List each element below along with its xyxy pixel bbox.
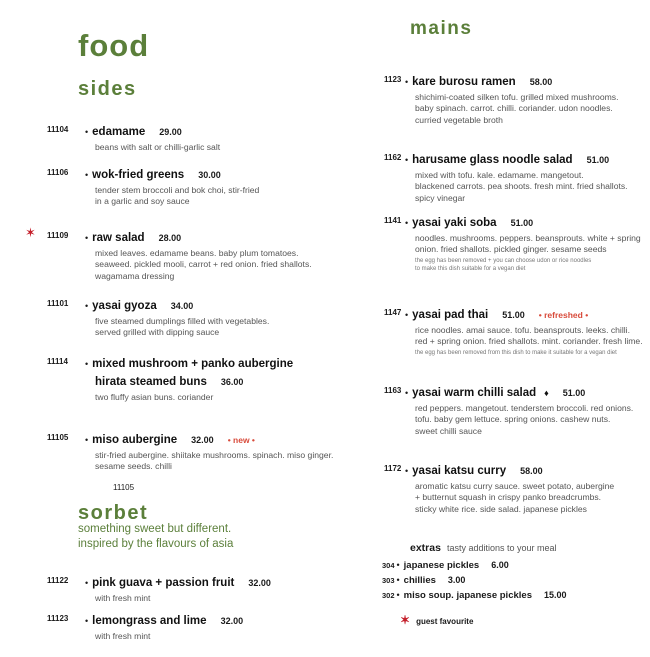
main-name: yasai yaki soba	[412, 217, 497, 229]
side-title-line	[83, 122, 220, 140]
side-badge: • new •	[227, 435, 255, 445]
side-title-line	[83, 228, 312, 246]
description-line: red peppers. mangetout. tenderstem broccoli. red onions.	[415, 403, 634, 413]
side-item	[83, 354, 293, 403]
main-code: 1163	[384, 386, 402, 395]
main-code: 1147	[384, 308, 402, 317]
sorbet-title-line	[83, 573, 271, 591]
description-line: + butternut squash in crispy panko breadcrumbs.	[415, 492, 602, 503]
main-item	[403, 383, 633, 437]
side-code: 11101	[47, 299, 69, 308]
extra-price: 15.00	[543, 590, 567, 600]
description-line: with fresh mint	[95, 631, 151, 641]
description-line: two fluffy asian buns. coriander	[95, 392, 214, 402]
side-description	[95, 392, 293, 403]
description-line: curried vegetable broth	[415, 114, 503, 125]
bullet: •	[405, 466, 409, 476]
side-name: miso aubergine	[92, 434, 178, 446]
description-line: blackened carrots. pea shoots. fresh mint. fried shallots.	[415, 181, 628, 192]
sorbet-description	[95, 593, 271, 604]
bullet: •	[405, 218, 409, 228]
side-name: wok-fried greens	[92, 169, 185, 181]
side-title-line-2	[95, 372, 293, 390]
bullet: •	[85, 435, 89, 445]
side-sub-code: 11105	[113, 482, 135, 492]
main-description	[415, 481, 614, 515]
side-price: 28.00	[158, 233, 182, 243]
description-line: rice noodles. amai sauce. tofu. beansprouts. leeks. chilli.	[415, 325, 630, 335]
side-description	[95, 185, 259, 208]
note-line: the egg has been removed from this dish to make it suitable for a vegan diet	[415, 349, 617, 356]
main-title-line	[403, 305, 643, 323]
main-price: 51.00	[586, 155, 610, 165]
side-name-2: hirata steamed buns	[95, 376, 207, 388]
bullet: •	[85, 578, 89, 588]
side-description	[95, 142, 220, 153]
main-item	[403, 72, 618, 126]
section-title-sides: sides	[78, 78, 137, 100]
bullet: •	[405, 310, 409, 320]
main-item	[403, 213, 641, 273]
sorbet-title-line	[83, 611, 243, 629]
main-price: 51.00	[510, 218, 534, 228]
main-vegan-note	[415, 349, 643, 357]
main-code: 1123	[384, 75, 402, 84]
main-description	[415, 325, 643, 348]
side-description	[95, 316, 269, 339]
main-title-line	[403, 461, 614, 479]
sorbet-name: lemongrass and lime	[92, 615, 207, 627]
extra-code: 303	[382, 576, 395, 585]
description-line: red + spring onion. fried shallots. mint. coriander. fresh lime.	[415, 336, 643, 347]
side-name: raw salad	[92, 232, 145, 244]
extra-item	[382, 575, 465, 586]
extras-heading: extras tasty additions to your meal	[410, 542, 557, 554]
description-line: tender stem broccoli and bok choi, stir-fried	[95, 185, 260, 195]
description-line: baby spinach. carrot. chilli. coriander. udon noodles.	[415, 103, 613, 114]
sorbet-price: 32.00	[248, 578, 271, 588]
description-line: noodles. mushrooms. peppers. beansprouts. white + spring	[415, 233, 641, 243]
extra-item	[382, 590, 567, 601]
sorbet-code: 11122	[47, 576, 69, 585]
extra-price: 6.00	[491, 560, 509, 570]
side-code: 11114	[47, 357, 68, 366]
note-line: to make this dish suitable for a vegan diet	[415, 265, 526, 272]
sorbet-code: 11123	[47, 614, 69, 623]
main-title-line	[403, 150, 628, 168]
description-line: sweet chilli sauce	[415, 425, 482, 436]
description-line: with fresh mint	[95, 593, 151, 603]
sorbet-description	[95, 631, 243, 642]
main-item	[403, 461, 614, 515]
sorbet-name: pink guava + passion fruit	[92, 577, 235, 589]
main-name: yasai katsu curry	[412, 465, 507, 477]
main-price: 51.00	[502, 310, 525, 320]
side-item	[83, 296, 269, 339]
description-line: in a garlic and soy sauce	[95, 196, 190, 207]
sorbet-tagline: something sweet but different. inspired by the flavours of asia	[78, 523, 234, 550]
bullet: •	[85, 359, 89, 369]
side-name: mixed mushroom + panko aubergine	[92, 358, 294, 370]
note-line: the egg has been removed + you can choose udon or rice noodles	[415, 257, 592, 264]
side-price: 32.00	[191, 435, 214, 445]
bullet: •	[85, 127, 89, 137]
main-title-line	[403, 383, 633, 401]
description-line: shichimi-coated silken tofu. grilled mixed mushrooms.	[415, 92, 619, 102]
description-line: spicy vinegar	[415, 192, 466, 203]
description-line: aromatic katsu curry sauce. sweet potato, aubergine	[415, 481, 615, 491]
side-item	[83, 228, 312, 282]
description-line: tofu. baby gem lettuce. spring onions. cashew nuts.	[415, 414, 611, 425]
main-code: 1141	[384, 216, 402, 225]
side-title-line	[83, 165, 259, 183]
description-line: sticky white rice. side salad. japanese pickles	[415, 503, 587, 514]
side-code: 11105	[47, 433, 69, 442]
bullet: •	[405, 77, 409, 87]
side-title-line	[83, 430, 333, 448]
side-code: 11106	[47, 168, 69, 177]
main-item	[403, 305, 643, 357]
main-price: 51.00	[562, 388, 586, 398]
main-description	[415, 233, 641, 256]
description-line: wagamama dressing	[95, 270, 175, 281]
bullet: •	[405, 155, 409, 165]
legend-guest-favourite: ✶ guest favourite	[400, 613, 474, 627]
main-badge: • refreshed •	[538, 310, 589, 320]
main-name: kare burosu ramen	[412, 76, 516, 88]
main-description	[415, 170, 628, 204]
side-price: 29.00	[159, 127, 182, 137]
description-line: served grilled with dipping sauce	[95, 327, 220, 338]
main-vegan-note	[415, 257, 641, 273]
side-price: 34.00	[170, 301, 194, 311]
extra-item	[382, 560, 509, 571]
side-description	[95, 450, 333, 473]
sorbet-item	[83, 573, 271, 604]
side-price: 36.00	[220, 377, 244, 387]
side-title-line	[83, 354, 293, 372]
main-title-line	[403, 72, 618, 90]
section-title-sorbet: sorbet	[78, 502, 149, 524]
page-title-food: food	[78, 28, 150, 63]
bullet: •	[396, 560, 400, 570]
side-price: 30.00	[198, 170, 221, 180]
bullet: •	[85, 233, 89, 243]
main-name: harusame glass noodle salad	[412, 154, 573, 166]
bullet: •	[405, 388, 409, 398]
extra-name: japanese pickles	[403, 560, 480, 571]
side-item	[83, 430, 333, 492]
sorbet-price: 32.00	[220, 616, 244, 626]
main-price: 58.00	[529, 77, 553, 87]
side-title-line	[83, 296, 269, 314]
side-code: 11109	[47, 231, 69, 240]
description-line: mixed with tofu. kale. edamame. mangetout.	[415, 170, 584, 180]
extra-name: miso soup. japanese pickles	[403, 590, 532, 601]
side-item	[83, 165, 259, 208]
main-code: 1162	[384, 153, 402, 162]
main-description	[415, 403, 633, 437]
bullet: •	[85, 301, 89, 311]
description-line: mixed leaves. edamame beans. baby plum tomatoes.	[95, 248, 299, 258]
side-name: yasai gyoza	[92, 300, 157, 312]
sorbet-item	[83, 611, 243, 642]
bullet: •	[396, 590, 400, 600]
main-item	[403, 150, 628, 204]
bullet: •	[85, 616, 89, 626]
extra-name: chillies	[403, 575, 436, 586]
description-line: five steamed dumplings filled with vegetables.	[95, 316, 270, 326]
main-description	[415, 92, 618, 126]
side-item	[83, 122, 220, 153]
chilli-icon: ♦	[544, 388, 549, 398]
description-line: seaweed. pickled mooli, carrot + red onion. fried shallots.	[95, 259, 312, 270]
description-line: beans with salt or chilli-garlic salt	[95, 142, 221, 152]
main-code: 1172	[384, 464, 402, 473]
section-title-mains: mains	[410, 18, 473, 39]
side-description	[95, 248, 312, 282]
extra-code: 304	[382, 561, 395, 570]
star-icon: ✶	[25, 225, 36, 240]
main-price: 58.00	[520, 466, 543, 476]
bullet: •	[85, 170, 89, 180]
description-line: stir-fried aubergine. shiitake mushrooms. spinach. miso ginger.	[95, 450, 334, 460]
star-icon: ✶	[400, 613, 411, 627]
side-code: 11104	[47, 125, 69, 134]
main-title-line	[403, 213, 641, 231]
extra-code: 302	[382, 591, 395, 600]
bullet: •	[396, 575, 400, 585]
extra-price: 3.00	[447, 575, 466, 585]
main-name: yasai warm chilli salad	[412, 387, 537, 399]
description-line: onion. fried shallots. pickled ginger. sesame seeds	[415, 244, 607, 255]
main-name: yasai pad thai	[412, 309, 489, 321]
description-line: sesame seeds. chilli	[95, 461, 172, 472]
side-name: edamame	[92, 126, 146, 138]
